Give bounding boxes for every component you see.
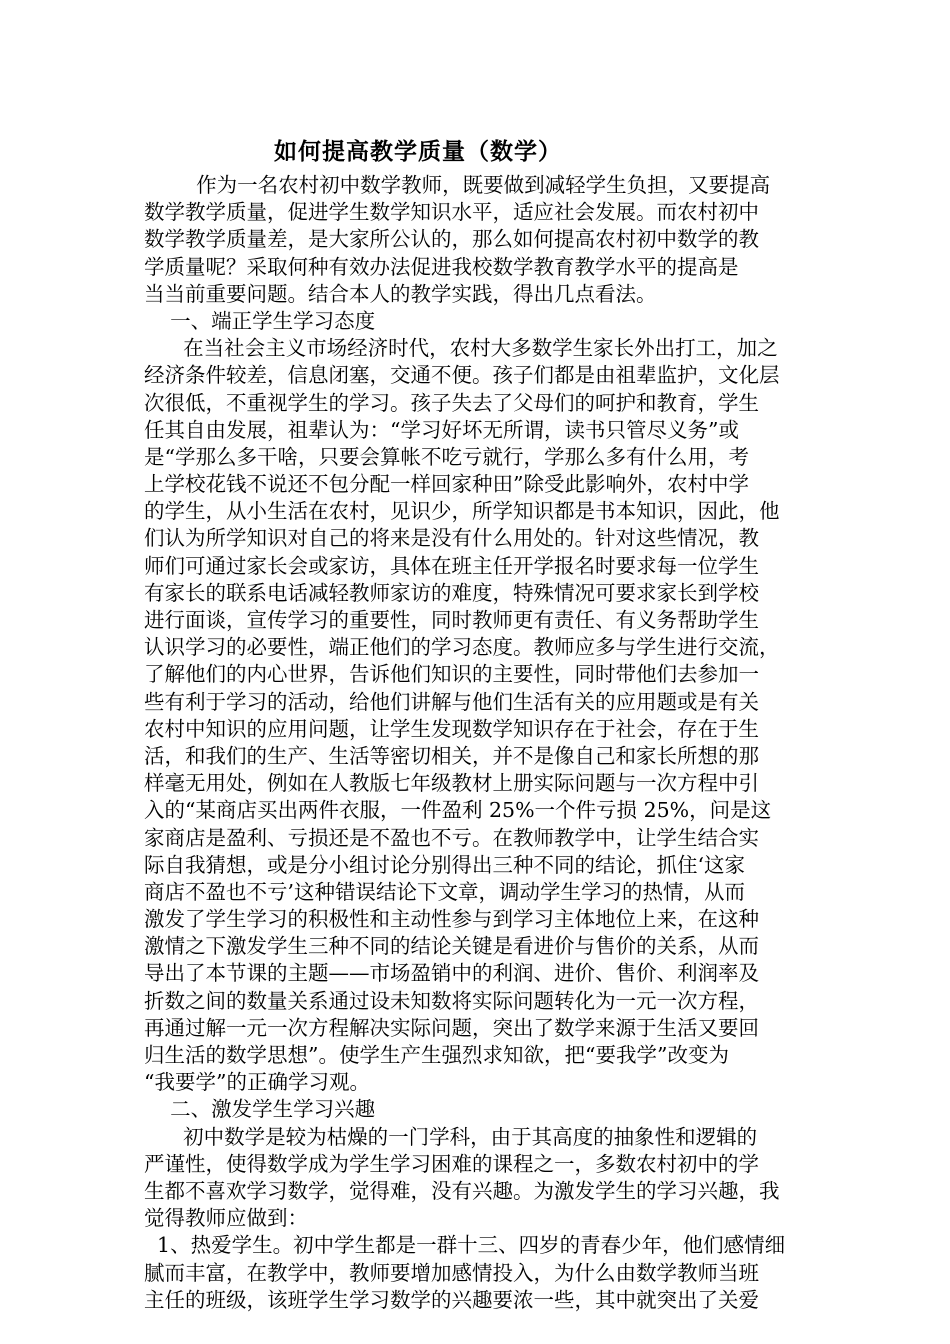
text-line: 学质量呢？采取何种有效办法促进我校数学教育教学水平的提高是 <box>144 254 739 279</box>
text-line: 归生活的数学思想”。使学生产生强烈求知欲，把“要我学”改变为 <box>144 1043 729 1067</box>
text-line: 严谨性，使得数学成为学生学习困难的课程之一，多数农村初中的学 <box>144 1151 759 1176</box>
text-line: 一、端正学生学习态度 <box>144 308 376 333</box>
text-line: 任其自由发展，祖辈认为：“学习好坏无所谓，读书只管尽义务”或 <box>144 417 739 442</box>
text-line: 觉得教师应做到： <box>144 1206 308 1231</box>
text-line: 数学教学质量，促进学生数学知识水平，适应社会发展。而农村初中 <box>144 200 759 225</box>
text-line: 腻而丰富，在教学中，教师要增加感情投入，为什么由数学教师当班 <box>144 1260 759 1285</box>
text-line: 们认为所学知识对自己的将来是没有什么用处的。针对这些情况，教 <box>144 526 759 551</box>
text-line: 1、热爱学生。初中学生都是一群十三、四岁的青春少年，他们感情细 <box>144 1233 786 1258</box>
text-line: 次很低，不重视学生的学习。孩子失去了父母们的呵护和教育，学生 <box>144 390 759 415</box>
text-line: 的学生，从小生活在农村，见识少，所学知识都是书本知识，因此，他 <box>144 499 780 524</box>
text-line: 师们可通过家长会或家访，具体在班主任开学报名时要求每一位学生 <box>144 553 759 578</box>
text-line: 了解他们的内心世界，告诉他们知识的主要性，同时带他们去参加一 <box>144 662 759 687</box>
text-line: 家商店是盈利、亏损还是不盈也不亏。在教师教学中，让学生结合实 <box>144 825 759 850</box>
text-line: 上学校花钱不说还不包分配一样回家种田”除受此影响外，农村中学 <box>144 472 749 497</box>
text-line: 折数之间的数量关系通过设未知数将实际问题转化为一元一次方程， <box>144 988 759 1013</box>
text-line: 是“学那么多干啥，只要会算帐不吃亏就行，学那么多有什么用，考 <box>144 444 749 469</box>
text-line: 经济条件较差，信息闭塞，交通不便。孩子们都是由祖辈监护，文化层 <box>144 363 780 388</box>
text-line: 有家长的联系电话减轻教师家访的难度，特殊情况可要求家长到学校 <box>144 580 759 605</box>
text-line: 作为一名农村初中数学教师，既要做到减轻学生负担，又要提高 <box>144 173 771 197</box>
text-line: 入的“某商店买出两件衣服，一件盈利 25%一个件亏损 25%，问是这 <box>144 798 772 823</box>
text-line: “我要学”的正确学习观。 <box>144 1070 370 1095</box>
document-title: 如何提高教学质量（数学） <box>274 138 562 165</box>
text-line: 认识学习的必要性，端正他们的学习态度。教师应多与学生进行交流， <box>144 635 780 660</box>
document-body <box>144 172 824 1314</box>
text-line: 进行面谈，宣传学习的重要性，同时教师更有责任、有义务帮助学生 <box>144 608 759 632</box>
text-line: 二、激发学生学习兴趣 <box>144 1097 376 1122</box>
text-line: 样毫无用处，例如在人教版七年级教材上册实际问题与一次方程中引 <box>144 771 759 796</box>
text-line: 农村中知识的应用问题，让学生发现数学知识存在于社会，存在于生 <box>144 716 759 741</box>
text-line: 导出了本节课的主题——市场盈销中的利润、进价、售价、利润率及 <box>144 961 759 986</box>
text-line: 活，和我们的生产、生活等密切相关，并不是像自己和家长所想的那 <box>144 743 759 768</box>
text-line: 际自我猜想，或是分小组讨论分别得出三种不同的结论，抓住‘这家 <box>144 852 746 877</box>
text-line: 生都不喜欢学习数学，觉得难，没有兴趣。为激发学生的学习兴趣，我 <box>144 1178 780 1203</box>
text-line: 主任的班级，该班学生学习数学的兴趣要浓一些，其中就突出了关爱 <box>144 1287 759 1312</box>
text-line: 些有利于学习的活动，给他们讲解与他们生活有关的应用题或是有关 <box>144 689 759 714</box>
text-line: 激情之下激发学生三种不同的结论关键是看进价与售价的关系，从而 <box>144 934 759 959</box>
text-line: 数学教学质量差，是大家所公认的，那么如何提高农村初中数学的教 <box>144 227 759 252</box>
text-line: 当当前重要问题。结合本人的教学实践，得出几点看法。 <box>144 281 657 306</box>
text-line: 激发了学生学习的积极性和主动性参与到学习主体地位上来，在这种 <box>144 907 759 932</box>
text-line: 在当社会主义市场经济时代，农村大多数学生家长外出打工，加之 <box>144 336 778 361</box>
text-line: 再通过解一元一次方程解决实际问题，突出了数学来源于生活又要回 <box>144 1015 759 1040</box>
text-line: 商店不盈也不亏’这种错误结论下文章，调动学生学习的热情，从而 <box>144 879 746 904</box>
text-line: 初中数学是较为枯燥的一门学科，由于其高度的抽象性和逻辑的 <box>144 1124 758 1149</box>
